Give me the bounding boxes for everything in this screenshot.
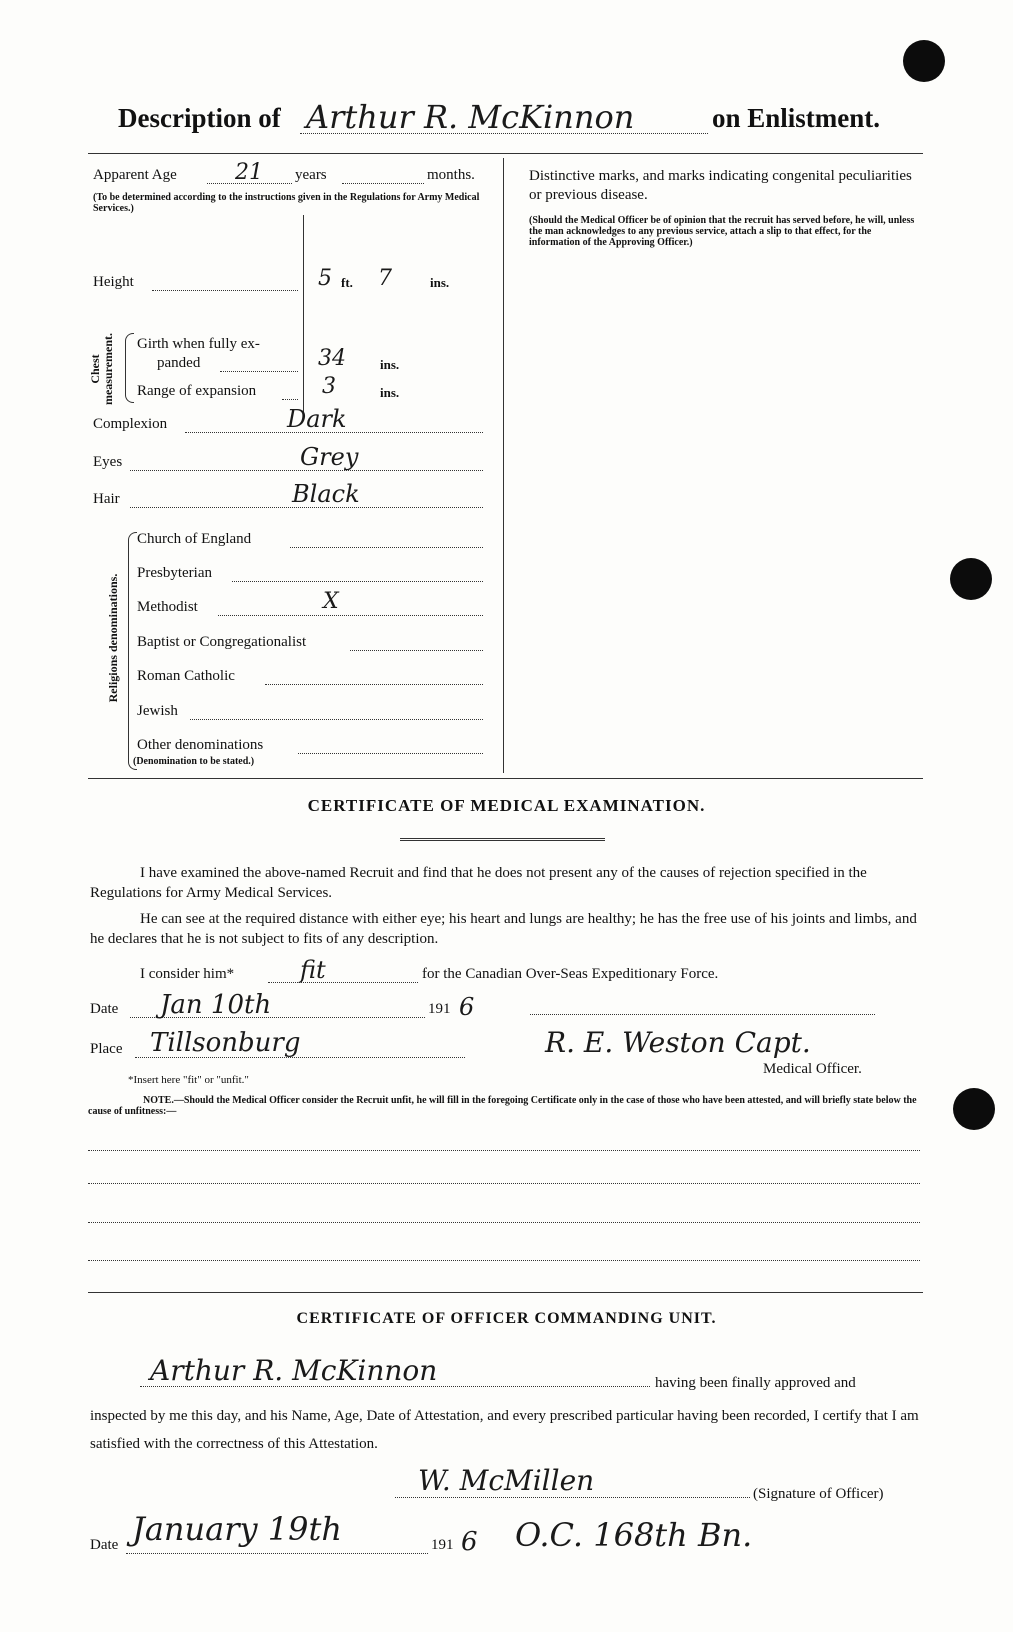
consider-label: I consider him* xyxy=(140,966,235,982)
top-rule xyxy=(88,153,923,154)
denomination-note: (Denomination to be stated.) xyxy=(133,756,255,767)
chest-label: Chest measurement. xyxy=(88,332,115,406)
age-value: 21 xyxy=(235,160,263,185)
ft-label: ft. xyxy=(341,275,353,290)
religion-baptist: Baptist or Congregationalist xyxy=(137,634,307,650)
officer-sign-line xyxy=(530,1014,875,1015)
unfit-line-3 xyxy=(88,1222,920,1223)
consider-value: fit xyxy=(300,956,326,984)
commanding-year-prefix: 191 xyxy=(431,1537,454,1553)
eyes-value: Grey xyxy=(300,443,359,471)
punch-hole-lower xyxy=(953,1088,995,1130)
medical-title-rule xyxy=(400,838,605,841)
header-name: Arthur R. McKinnon xyxy=(306,98,635,136)
methodist-line xyxy=(218,615,483,616)
commanding-signature-line xyxy=(395,1497,750,1498)
consider-line xyxy=(268,982,418,983)
height-line xyxy=(152,290,298,291)
ins-label-range: ins. xyxy=(380,385,400,400)
middle-rule xyxy=(88,778,923,779)
distinctive-marks-title: Distinctive marks, and marks indicating congenital peculiarities or previous disease. xyxy=(529,168,912,203)
range-value: 3 xyxy=(322,374,336,399)
place-label: Place xyxy=(90,1041,123,1057)
signature-of-officer-label: (Signature of Officer) xyxy=(753,1486,884,1502)
commanding-date-label: Date xyxy=(90,1537,119,1553)
values-divider xyxy=(303,215,304,415)
medical-year-prefix: 191 xyxy=(428,1001,451,1017)
girth-value: 34 xyxy=(318,346,346,371)
medical-title: CERTIFICATE OF MEDICAL EXAMINATION. xyxy=(307,796,706,815)
medical-para-1: I have examined the above-named Recruit and find that he does not present any of the causes of rejection specified in the Regulations for Army Medical Services. xyxy=(90,865,867,901)
header-name-line xyxy=(300,133,708,134)
church-line xyxy=(290,547,483,548)
unit-value: O.C. 168th Bn. xyxy=(515,1516,753,1554)
apparent-age-label: Apparent Age xyxy=(93,167,177,183)
distinctive-marks-note: (Should the Medical Officer be of opinion that the recruit has served before, he will, unless the man acknowledges to any previous service, attach a slip to that effect, for the information of the Approving Officer.) xyxy=(529,215,915,248)
height-ft: 5 xyxy=(318,266,332,291)
presbyterian-line xyxy=(232,581,483,582)
range-label: Range of expansion xyxy=(137,383,257,399)
girth-label-1: Girth when fully ex- xyxy=(137,336,260,352)
column-divider xyxy=(503,158,504,773)
baptist-line xyxy=(350,650,483,651)
medical-year-digit: 6 xyxy=(459,993,475,1021)
medical-date-value: Jan 10th xyxy=(160,990,272,1020)
range-line xyxy=(282,399,298,400)
height-label: Height xyxy=(93,274,134,290)
religion-other: Other denominations xyxy=(137,737,264,753)
girth-label-2: panded xyxy=(157,355,201,371)
eyes-label: Eyes xyxy=(93,454,123,470)
ins-label-height: ins. xyxy=(430,275,450,290)
religion-church-of-england: Church of England xyxy=(137,531,252,547)
other-line xyxy=(298,753,483,754)
unfit-line-1 xyxy=(88,1150,920,1151)
commanding-name-value: Arthur R. McKinnon xyxy=(150,1354,438,1387)
medical-officer-signature: R. E. Weston Capt. xyxy=(545,1026,811,1059)
age-note: (To be determined according to the instructions given in the Regulations for Army Medical Services.) xyxy=(93,192,480,214)
commanding-date-value: January 19th xyxy=(132,1510,342,1548)
unfit-line-4 xyxy=(88,1260,920,1261)
hair-value: Black xyxy=(292,480,360,508)
girth-line xyxy=(220,371,298,372)
religions-label: Religions denominations. xyxy=(106,573,120,703)
years-label: years xyxy=(295,167,327,183)
punch-hole-top xyxy=(903,40,945,82)
for-force-label: for the Canadian Over-Seas Expeditionary Force. xyxy=(422,966,719,982)
religion-jewish: Jewish xyxy=(137,703,178,719)
months-line xyxy=(342,183,424,184)
months-label: months. xyxy=(427,167,475,183)
unfit-note: NOTE.—Should the Medical Officer consider the Recruit unfit, he will fill in the foregoing Certificate only in the case of those who have been attested, and will briefly state below the cause of unfitness:— xyxy=(88,1095,917,1117)
jewish-line xyxy=(190,719,483,720)
complexion-label: Complexion xyxy=(93,416,168,432)
place-value: Tillsonburg xyxy=(150,1028,301,1058)
complexion-value: Dark xyxy=(287,405,347,433)
religions-brace xyxy=(128,532,137,770)
medical-para-2: He can see at the required distance with either eye; his heart and lungs are healthy; he has the free use of his joints and limbs, and he declares that he is not subject to fits of any description. xyxy=(90,911,917,947)
commanding-date-line xyxy=(126,1553,428,1554)
commanding-title: CERTIFICATE OF OFFICER COMMANDING UNIT. xyxy=(296,1310,717,1327)
commanding-para: inspected by me this day, and his Name, Age, Date of Attestation, and every prescribed particular having been recorded, I certify that I am satisfied with the correctness of this Attestation. xyxy=(90,1408,919,1452)
medical-date-label: Date xyxy=(90,1001,119,1017)
having-label: having been finally approved and xyxy=(655,1375,856,1391)
lower-rule xyxy=(88,1292,923,1293)
commanding-signature: W. McMillen xyxy=(418,1464,595,1497)
catholic-line xyxy=(265,684,483,685)
header-prefix: Description of xyxy=(118,103,281,133)
header-suffix: on Enlistment. xyxy=(712,103,881,133)
religion-presbyterian: Presbyterian xyxy=(137,565,212,581)
medical-officer-label: Medical Officer. xyxy=(763,1061,862,1077)
height-in: 7 xyxy=(378,266,392,291)
methodist-mark: X xyxy=(323,589,339,614)
religion-roman-catholic: Roman Catholic xyxy=(137,668,235,684)
religion-methodist: Methodist xyxy=(137,599,198,615)
ins-label-girth: ins. xyxy=(380,357,400,372)
unfit-line-2 xyxy=(88,1183,920,1184)
chest-brace xyxy=(125,333,134,403)
commanding-year-digit: 6 xyxy=(461,1527,478,1557)
hair-label: Hair xyxy=(93,491,120,507)
insert-note: *Insert here "fit" or "unfit." xyxy=(128,1074,249,1086)
punch-hole-middle xyxy=(950,558,992,600)
